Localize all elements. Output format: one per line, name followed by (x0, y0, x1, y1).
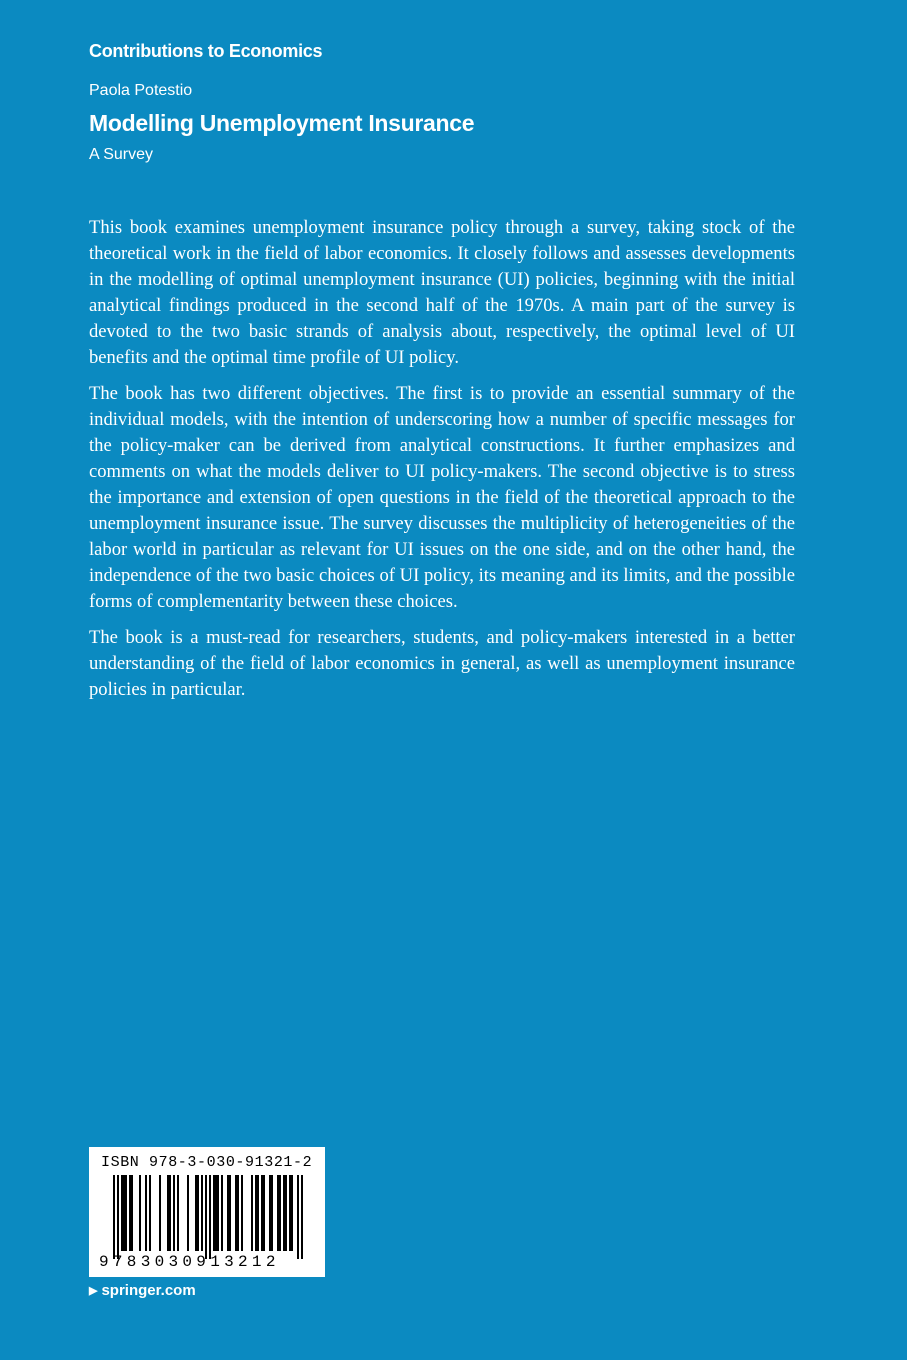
barcode-bar (255, 1175, 257, 1251)
book-subtitle: A Survey (89, 146, 154, 163)
publisher-link[interactable] (89, 1282, 196, 1299)
barcode-bar (277, 1175, 279, 1251)
barcode-bar (197, 1175, 199, 1251)
barcode-bar (217, 1175, 219, 1251)
barcode-bar (285, 1175, 287, 1251)
barcode-bar (257, 1175, 259, 1251)
barcode-bar (237, 1175, 239, 1251)
barcode-bar (167, 1175, 169, 1251)
barcode-bar (201, 1175, 203, 1251)
barcode-bar (159, 1175, 161, 1251)
barcode-bar (113, 1175, 115, 1259)
ean-digits: 9783030913212 (99, 1253, 280, 1271)
barcode-bar (269, 1175, 271, 1251)
triangle-right-icon: ▶ (89, 1285, 98, 1297)
barcode-bar (169, 1175, 171, 1251)
barcode-bar (289, 1175, 291, 1251)
barcode-bar (145, 1175, 147, 1251)
barcode-bar (271, 1175, 273, 1251)
barcode-bars (113, 1175, 303, 1259)
barcode-bar (121, 1175, 123, 1251)
barcode-bar (213, 1175, 215, 1251)
barcode-bar (205, 1175, 207, 1259)
publisher-website: springer.com (101, 1282, 196, 1299)
barcode-bar (215, 1175, 217, 1251)
barcode-bar (195, 1175, 197, 1251)
barcode-bar (139, 1175, 141, 1251)
barcode-bar (227, 1175, 229, 1251)
barcode-bar (177, 1175, 179, 1251)
barcode-bar (123, 1175, 125, 1251)
barcode-bar (173, 1175, 175, 1251)
book-title: Modelling Unemployment Insurance (89, 110, 475, 136)
barcode-bar (263, 1175, 265, 1251)
series-name: Contributions to Economics (89, 41, 323, 61)
blurb-paragraph-1: This book examines unemployment insurance policy through a survey, taking stock of the theoretical work in the field of labor economics. It closely follows and assesses developments in the modelling of optimal unemployment insurance (UI) policies, beginning with the initial analytical findings produced in the second half of the 1970s. A main part of the survey is devoted to the two basic strands of analysis about, respectively, the optimal level of UI benefits and the optimal time profile of UI policy. (89, 217, 795, 368)
barcode-bar (129, 1175, 131, 1251)
author-name: Paola Potestio (89, 82, 193, 99)
barcode-bar (301, 1175, 303, 1259)
isbn-label: ISBN 978-3-030-91321-2 (101, 1154, 313, 1171)
barcode-bar (291, 1175, 293, 1251)
barcode-bar (297, 1175, 299, 1259)
barcode-bar (241, 1175, 243, 1251)
isbn-barcode-box (89, 1147, 325, 1277)
barcode-bar (261, 1175, 263, 1251)
blurb-paragraph-3: The book is a must-read for researchers, students, and policy-makers interested in a better understanding of the field of labor economics in general, as well as unemployment insurance policies in particular. (89, 627, 795, 700)
barcode-bar (235, 1175, 237, 1251)
barcode-bar (125, 1175, 127, 1251)
barcode-bar (279, 1175, 281, 1251)
barcode-bar (187, 1175, 189, 1251)
barcode-bar (251, 1175, 253, 1251)
barcode-bar (149, 1175, 151, 1251)
barcode-bar (229, 1175, 231, 1251)
barcode-bar (221, 1175, 223, 1251)
barcode-bar (131, 1175, 133, 1251)
blurb-paragraph-2: The book has two different objectives. The first is to provide an essential summary of the individual models, with the intention of underscoring how a number of specific messages for the policy-maker can be derived from analytical constructions. It further emphasizes and comments on what the models deliver to UI policy-makers. The second objective is to stress the importance and extension of open questions in the field of the theoretical approach to the unemployment insurance issue. The survey discusses the multiplicity of heterogeneities of the labor world in particular as relevant for UI issues on the one side, and on the other hand, the independence of the two basic choices of UI policy, its meaning and its limits, and the possible forms of complementarity between these choices. (89, 383, 795, 612)
barcode-bar (209, 1175, 211, 1259)
barcode-bar (283, 1175, 285, 1251)
blurb (89, 215, 795, 713)
barcode-bar (117, 1175, 119, 1259)
